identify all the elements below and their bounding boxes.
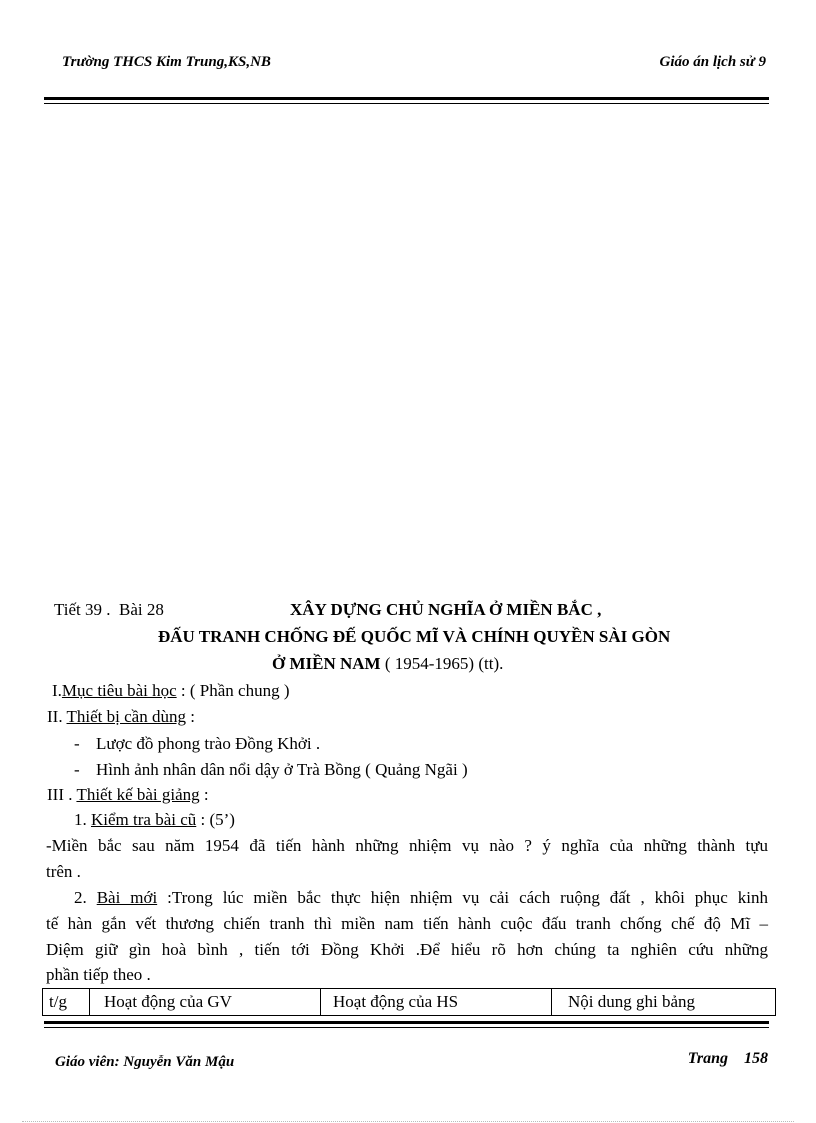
header-rule-thick bbox=[44, 97, 769, 100]
intro-line-2: tế hàn gắn vết thương chiến tranh thì miền nam tiến hành cuộc đấu tranh chống chế độ Mĩ – bbox=[46, 914, 768, 933]
footer-rule-thin bbox=[44, 1027, 769, 1028]
lesson-period: Tiết 39 . Bài 28 bbox=[54, 600, 164, 619]
section-equipment: II. Thiết bị cần dùng : bbox=[47, 707, 195, 726]
equipment-item: - Hình ảnh nhân dân nổi dậy ở Trà Bồng ( Quảng Ngãi ) bbox=[74, 760, 468, 779]
intro-line-4: phần tiếp theo . bbox=[46, 965, 151, 984]
section-lesson-design: III . Thiết kế bài giảng : bbox=[47, 785, 209, 804]
table-header-cell: Hoạt động của GV bbox=[90, 989, 321, 1016]
header-rule-thin bbox=[44, 103, 769, 104]
intro-line-3: Diệm giữ gìn hoà bình , tiến tới Đồng Khởi .Để hiểu rõ hơn chúng ta nghiên cứu những bbox=[46, 940, 768, 959]
review-question-line-1: -Miền bắc sau năm 1954 đã tiến hành những nhiệm vụ nào ? ý nghĩa của những thành tựu bbox=[46, 836, 768, 855]
title-line-2: ĐẤU TRANH CHỐNG ĐẾ QUỐC MĨ VÀ CHÍNH QUYỀN SÀI GÒN bbox=[158, 627, 671, 646]
footer-rule-thick bbox=[44, 1021, 769, 1024]
section-objectives: I.Mục tiêu bài học : ( Phần chung ) bbox=[52, 681, 290, 700]
item-review: 1. Kiểm tra bài cũ : (5’) bbox=[74, 810, 235, 829]
page-bottom-border bbox=[22, 1121, 794, 1122]
equipment-item: - Lược đồ phong trào Đồng Khởi . bbox=[74, 734, 321, 753]
title-line-1: XÂY DỰNG CHỦ NGHĨA Ở MIỀN BẮC , bbox=[290, 600, 602, 619]
header-school: Trường THCS Kim Trung,KS,NB bbox=[62, 54, 271, 70]
activity-table bbox=[42, 988, 776, 1016]
table-header-cell: Nội dung ghi bảng bbox=[552, 989, 776, 1016]
table-header-cell: t/g bbox=[43, 989, 90, 1016]
footer-teacher: Giáo viên: Nguyễn Văn Mậu bbox=[55, 1054, 235, 1070]
intro-line-1: 2. Bài mới :Trong lúc miền bắc thực hiện nhiệm vụ cải cách ruộng đất , khôi phục kinh bbox=[74, 888, 769, 907]
review-question-line-2: trên . bbox=[46, 862, 81, 881]
table-header-row bbox=[43, 989, 776, 1016]
header-subject: Giáo án lịch sử 9 bbox=[659, 54, 766, 70]
title-line-3: Ở MIỀN NAM ( 1954-1965) (tt). bbox=[272, 654, 504, 673]
footer-page: Trang 158 bbox=[687, 1050, 768, 1067]
table-header-cell: Hoạt động của HS bbox=[321, 989, 552, 1016]
